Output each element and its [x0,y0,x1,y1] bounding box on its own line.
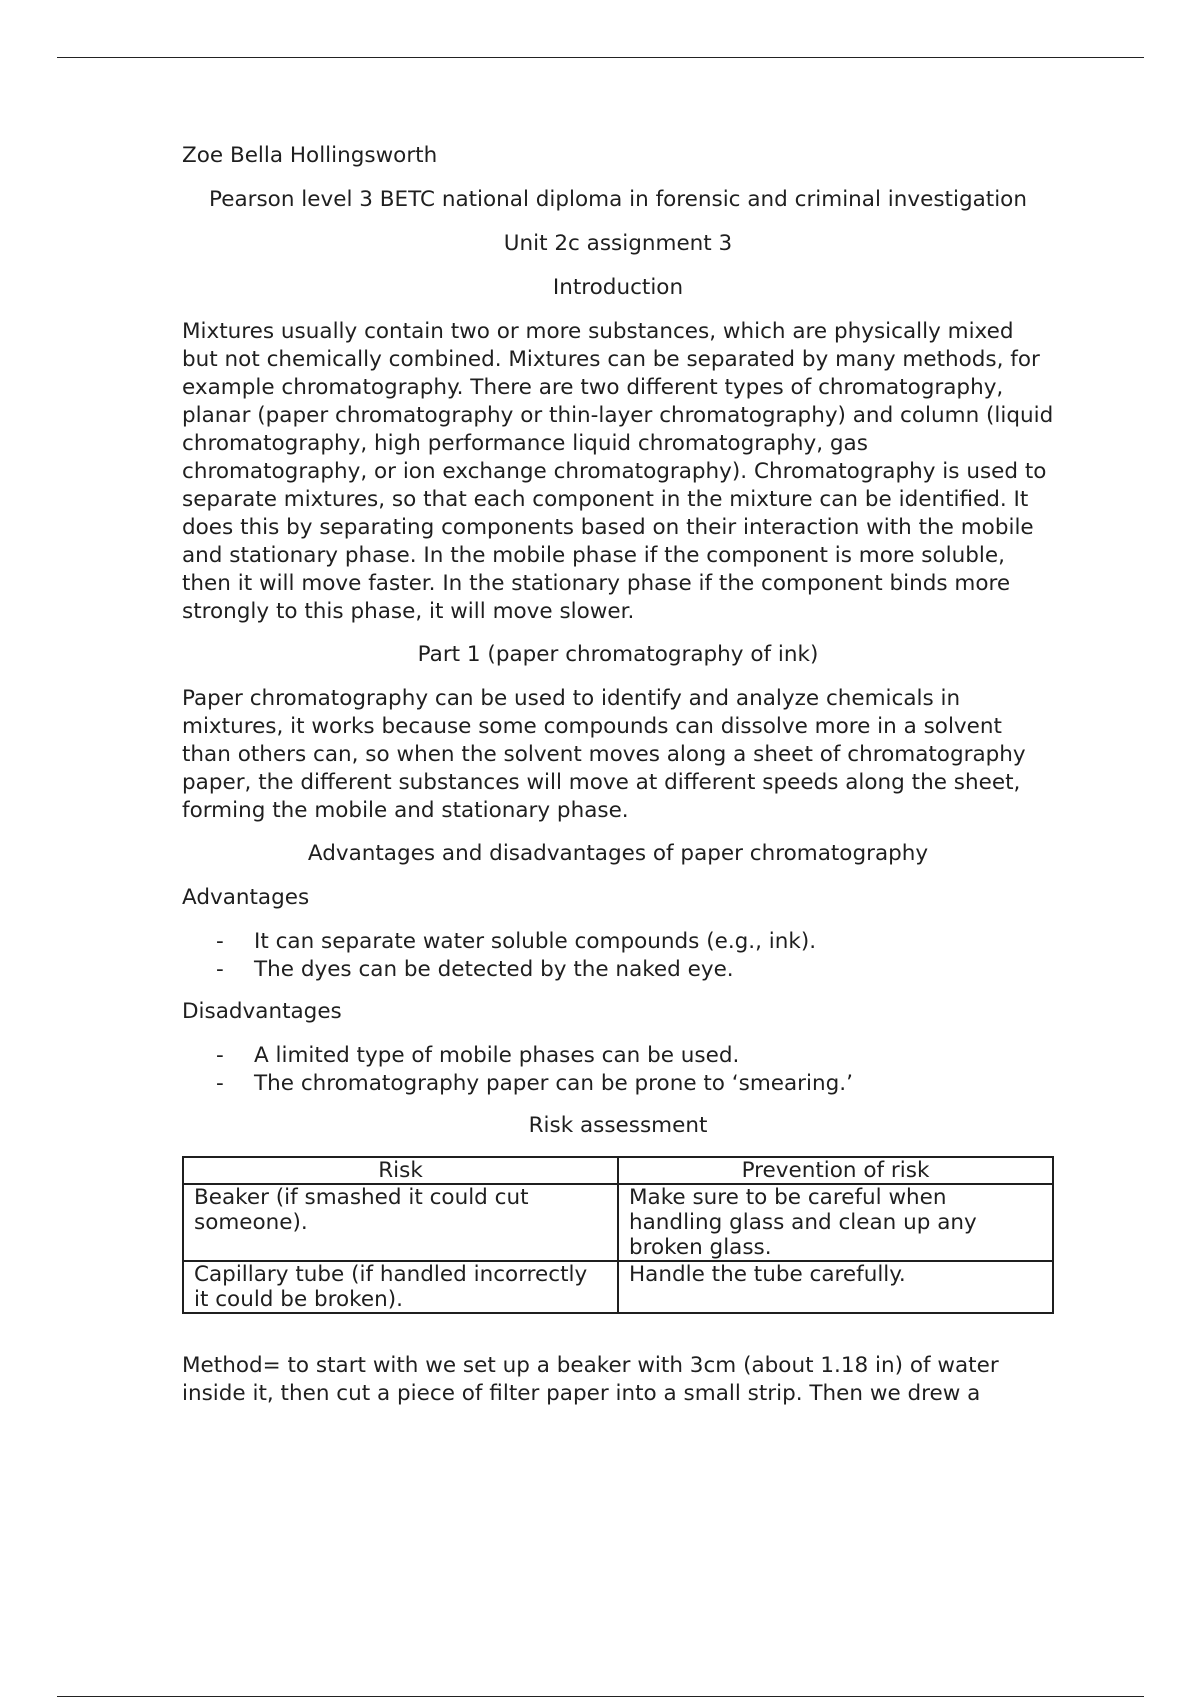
table-row [183,1261,1053,1313]
table-row [183,1184,1053,1261]
column-header-prevention: Prevention of risk [618,1157,1053,1184]
list-item [182,956,1054,984]
advantages-list [182,928,1054,984]
list-item [182,1070,1054,1098]
list-item-text: The dyes can be detected by the naked eye. [254,957,734,982]
list-item [182,1042,1054,1070]
disadvantages-list [182,1042,1054,1098]
risk-table [182,1156,1054,1314]
part1-paragraph: Paper chromatography can be used to identify and analyze chemicals in mixtures, it works because some compounds can dissolve more in a solvent than others can, so when the solvent moves along a sheet of chromatography paper, the different substances will move at different speeds along the sheet, forming the mobile and stationary phase. [182,686,1026,823]
prevention-cell: Handle the tube carefully. [618,1261,1053,1313]
footer-rule [57,1696,1144,1697]
list-item-text: A limited type of mobile phases can be used. [254,1043,740,1068]
unit-title: Unit 2c assignment 3 [503,231,733,256]
part1-heading: Part 1 (paper chromatography of ink) [417,642,819,667]
adv-disadv-heading: Advantages and disadvantages of paper chromatography [307,841,929,866]
bullet-dash: - [216,1071,224,1096]
bullet-dash: - [216,929,224,954]
intro-heading: Introduction [552,275,684,300]
bullet-dash: - [216,957,224,982]
list-item [182,928,1054,956]
intro-paragraph: Mixtures usually contain two or more substances, which are physically mixed but not chemically combined. Mixtures can be separated by many methods, for example chromatography. There are two different types of chromatography, planar (paper chromatography or thin-layer chromatography) and column (liquid chromatography, high performance liquid chromatography, gas chromatography, or ion exchange chromatography). Chromatography is used to separate mixtures, so that each component in the mixture can be identified. It does this by separating components based on their interaction with the mobile and stationary phase. In the mobile phase if the component is more soluble, then it will move faster. In the stationary phase if the component binds more strongly to this phase, it will move slower. [182,319,1054,624]
list-item-text: It can separate water soluble compounds (e.g., ink). [254,929,817,954]
bullet-dash: - [216,1043,224,1068]
course-title: Pearson level 3 BETC national diploma in forensic and criminal investigation [209,187,1027,212]
method-paragraph: Method= to start with we set up a beaker with 3cm (about 1.18 in) of water inside it, then cut a piece of filter paper into a small strip. Then we drew a [182,1353,999,1406]
column-header-risk: Risk [183,1157,618,1184]
header-rule [57,57,1144,58]
risk-assessment-heading: Risk assessment [528,1113,708,1138]
table-header-row [183,1157,1053,1184]
risk-cell: Beaker (if smashed it could cut someone). [183,1184,618,1261]
prevention-cell: Make sure to be careful when handling glass and clean up any broken glass. [618,1184,1053,1261]
document-body [182,142,1054,1423]
list-item-text: The chromatography paper can be prone to ‘smearing.’ [254,1071,853,1096]
author-name: Zoe Bella Hollingsworth [182,143,438,168]
risk-cell: Capillary tube (if handled incorrectly it could be broken). [183,1261,618,1313]
advantages-heading: Advantages [182,885,310,910]
disadvantages-heading: Disadvantages [182,999,342,1024]
